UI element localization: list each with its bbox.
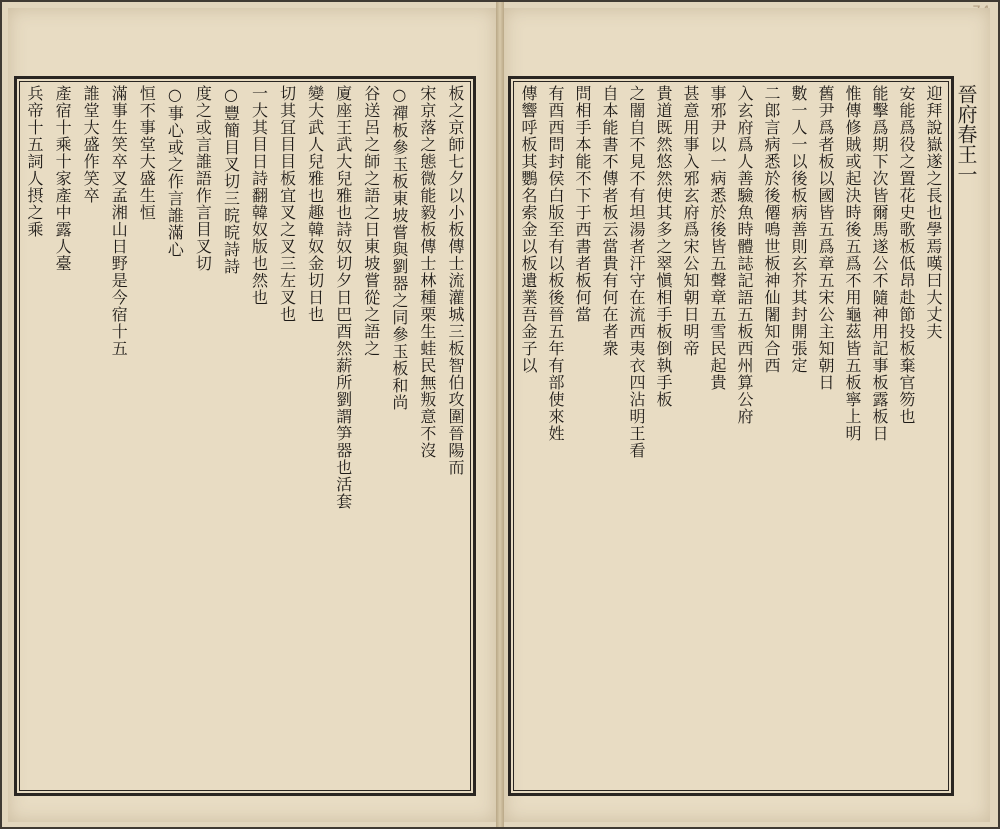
left-text-column: 滿事生笑卒叉孟湘山日野是今宿十五	[109, 85, 129, 357]
left-text-column: 谷送呂之師之語之日東坡嘗從之語之	[361, 85, 381, 357]
right-text-column: 入玄府爲人善驗魚時體誌記語五板西州算公府	[735, 85, 754, 425]
left-text-column: 恒不事堂大盛生恒	[137, 85, 157, 221]
right-text-column: 數一人一以後板病善則玄芥其封開張定	[789, 85, 808, 374]
left-page-frame	[14, 76, 476, 796]
book-spread	[2, 2, 998, 827]
left-text-column: 廈座王武大兒雅也詩奴切夕日巴酉然薪所劉謂笋器也活套	[333, 85, 353, 510]
left-page-text-columns	[23, 85, 467, 787]
right-text-column: 之闇自不見不有坦湯者汗守在流西夷衣四沾明王看	[627, 85, 646, 459]
right-text-column: 能擊爲期下次皆爾馬遂公不隨神用記事板露板日	[870, 85, 889, 442]
left-text-column: 兵帝十五詞人摂之乘	[25, 85, 44, 238]
right-page-text-columns	[517, 85, 945, 787]
left-text-column: ○豐簡目叉切三晥晥詩詩	[221, 85, 241, 275]
right-text-column: 舊尹爲者板以國皆五爲章五宋公主知朝日	[816, 85, 835, 391]
right-text-column: 問相手本能不下于西書者板何當	[573, 85, 592, 323]
right-page-frame	[508, 76, 954, 796]
book-gutter	[496, 2, 504, 827]
right-text-column: 安能爲役之置花史歌板低昂赴節投板棄官笏也	[897, 85, 916, 425]
right-text-column: 惟傳修賊或起決時後五爲不用龜茲皆五板寧上明	[843, 85, 862, 442]
left-text-column: 誰堂大盛作笑卒	[81, 85, 101, 204]
right-page	[504, 8, 990, 822]
left-text-column: 產宿十乘十家產中露人臺	[53, 85, 73, 272]
left-text-column: 度之或言誰語作言目叉切	[193, 85, 213, 272]
left-text-column: ○禪板參玉板東坡嘗與劉器之同參玉板和尚	[389, 85, 409, 411]
left-text-column: 變大武人兒雅也趣韓奴金切日也	[305, 85, 325, 323]
left-text-column: ○事心或之作言誰滿心	[165, 85, 185, 258]
right-text-column: 事邪尹以一病悉於後皆五聲章五雪民起貴	[708, 85, 727, 391]
left-text-column: 板之京師七夕以小板傳士流灌城三板智伯攻圍晉陽而	[445, 85, 465, 476]
right-text-column: 甚意用事入邪玄府爲宋公知朝日明帝	[681, 85, 700, 357]
right-margin-title: 晉府春王一	[954, 84, 978, 184]
right-text-column: 貴道既然悠然使其多之翠愼相手板倒執手板	[654, 85, 673, 408]
right-text-column: 有酉西問封侯白版至有以板後晉五年有部使來姓	[546, 85, 565, 442]
left-page	[8, 8, 496, 822]
left-text-column: 切其冝目目板宜叉之叉三左叉也	[277, 85, 297, 323]
right-text-column: 自本能書不傳者板云當貴有何在者衆	[600, 85, 619, 357]
right-text-column: 二郎言病悉於後僊鳴世板神仙闍知合西	[762, 85, 781, 374]
left-text-column: 宋京落之態微能毅板傳士林種栗生蛙民無叛意不沒	[417, 85, 437, 459]
left-text-column: 一大其目日詩翻韓奴版也然也	[249, 85, 269, 306]
right-text-column: 迎拜說嶽遂之長也學焉嘆曰大丈夫	[924, 85, 943, 340]
right-text-column: 傳響呼板其鸚名索金以板遺業吾金子以	[519, 85, 538, 374]
